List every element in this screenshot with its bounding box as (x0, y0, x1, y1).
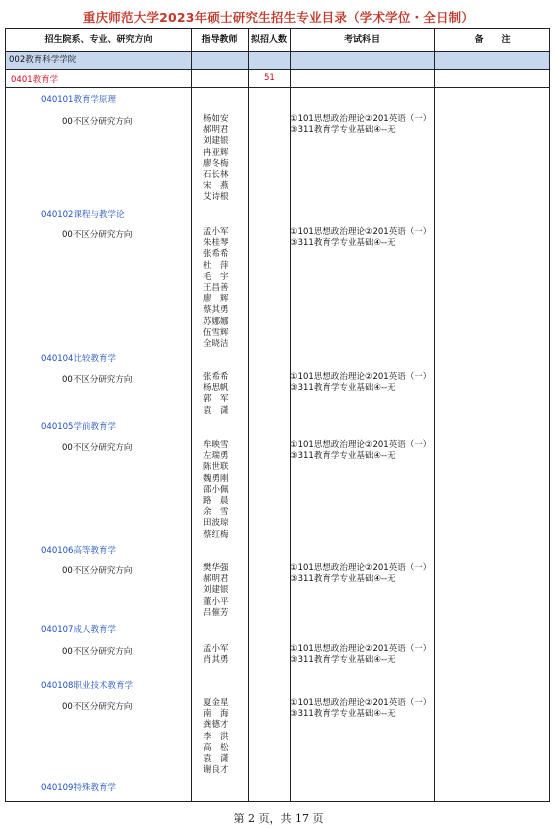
advisor-list (203, 644, 253, 666)
advisor-name: 艾诗根 (203, 192, 229, 203)
advisor-list (203, 372, 253, 417)
advisor-name: 肖其勇 (203, 655, 229, 666)
exam-subjects: ①101思想政治理论②201英语（一）③311教育学专业基础④--无 (290, 440, 427, 462)
exam-subjects: ①101思想政治理论②201英语（一）③311教育学专业基础④--无 (290, 227, 427, 249)
advisor-name: 石长林 (203, 170, 229, 181)
column-divider (191, 29, 192, 801)
school-name: 002教育科学学院 (9, 55, 77, 65)
header-advisor: 指导教师 (201, 35, 238, 45)
research-direction: 00不区分研究方向 (62, 230, 133, 240)
page-title: 重庆师范大学2023年硕士研究生招生专业目录（学术学位・全日制） (82, 10, 475, 25)
exam-subjects: ①101思想政治理论②201英语（一）③311教育学专业基础④--无 (290, 372, 427, 394)
row-divider (6, 87, 549, 88)
advisor-name: 郝明君 (203, 574, 229, 585)
advisor-name: 牟映雪 (203, 440, 229, 450)
subject-name: 040102课程与教学论 (41, 210, 125, 220)
advisor-name: 左瑞勇 (203, 451, 229, 462)
exam-subjects: ①101思想政治理论②201英语（一）③311教育学专业基础④--无 (290, 698, 427, 720)
advisor-list (203, 563, 253, 619)
advisor-name: 孟小军 (203, 227, 229, 237)
research-direction: 00不区分研究方向 (62, 566, 133, 576)
research-direction: 00不区分研究方向 (62, 702, 133, 712)
advisor-name: 廖 辉 (203, 294, 229, 305)
advisor-name: 袁 潇 (203, 405, 229, 416)
advisor-name: 蔡红梅 (203, 529, 229, 540)
advisor-name: 李 洪 (203, 731, 229, 742)
advisor-name: 刘建银 (203, 136, 229, 147)
major-quota: 51 (264, 73, 275, 83)
page-number: 第 2 页，共 17 页 (233, 812, 324, 825)
advisor-name: 董小平 (203, 596, 229, 607)
subject-name: 040107成人教育学 (41, 625, 116, 635)
header-college: 招生院系、专业、研究方向 (44, 35, 153, 45)
advisor-name: 张希希 (203, 372, 229, 382)
subject-name: 040109特殊教育学 (41, 783, 116, 793)
advisor-name: 杜 萍 (203, 260, 229, 271)
advisor-name: 邵小佩 (203, 484, 229, 495)
research-direction: 00不区分研究方向 (62, 375, 133, 385)
advisor-name: 郭 军 (203, 394, 229, 405)
advisor-name: 毛 宇 (203, 271, 229, 282)
advisor-name: 高 松 (203, 742, 229, 753)
advisor-list (203, 227, 253, 350)
advisor-name: 宋 燕 (203, 181, 229, 192)
catalog-table (5, 28, 550, 802)
advisor-name: 余 雪 (203, 507, 229, 518)
advisor-name: 苏娜娜 (203, 316, 229, 327)
column-divider (290, 29, 291, 801)
advisor-name: 杨思帆 (203, 383, 229, 394)
advisor-name: 张希希 (203, 249, 229, 260)
advisor-name: 王昌善 (203, 283, 229, 294)
advisor-name: 田波琼 (203, 518, 229, 529)
advisor-name: 樊华强 (203, 563, 229, 573)
advisor-name: 袁 潇 (203, 754, 229, 765)
research-direction: 00不区分研究方向 (62, 117, 133, 127)
advisor-name: 路 晨 (203, 496, 229, 507)
advisor-name: 谢良才 (203, 765, 229, 776)
header-quota: 拟招人数 (250, 35, 287, 45)
advisor-name: 刘建银 (203, 585, 229, 596)
advisor-name: 全晓洁 (203, 339, 229, 350)
advisor-name: 廖冬梅 (203, 158, 229, 169)
header-exam: 考试科目 (343, 35, 380, 45)
header-remark: 备 注 (474, 35, 511, 45)
advisor-name: 吕催芳 (203, 607, 229, 618)
subject-name: 040104比较教育学 (41, 354, 116, 364)
advisor-name: 朱桂琴 (203, 238, 229, 249)
advisor-name: 孟小军 (203, 644, 229, 654)
advisor-list (203, 440, 253, 541)
exam-subjects: ①101思想政治理论②201英语（一）③311教育学专业基础④--无 (290, 644, 427, 666)
advisor-name: 伍雪辉 (203, 327, 229, 338)
advisor-name: 郝明君 (203, 125, 229, 136)
subject-name: 040106高等教育学 (41, 546, 116, 556)
advisor-name: 夏金星 (203, 698, 229, 708)
subject-name: 040105学前教育学 (41, 422, 116, 432)
exam-subjects: ①101思想政治理论②201英语（一）③311教育学专业基础④--无 (290, 563, 427, 585)
subject-name: 040108职业技术教育学 (41, 681, 133, 691)
advisor-name: 陈世联 (203, 462, 229, 473)
column-divider (434, 29, 435, 801)
table-header (6, 29, 549, 52)
major-name: 0401教育学 (11, 75, 59, 85)
advisor-list (203, 114, 253, 204)
school-row (6, 52, 549, 70)
advisor-name: 蔡其勇 (203, 305, 229, 316)
advisor-name: 南 海 (203, 709, 229, 720)
advisor-name: 杨如安 (203, 114, 229, 124)
advisor-list (203, 698, 253, 776)
research-direction: 00不区分研究方向 (62, 443, 133, 453)
subject-name: 040101教育学原理 (41, 95, 116, 105)
advisor-name: 龚德才 (203, 720, 229, 731)
advisor-name: 魏勇刚 (203, 473, 229, 484)
advisor-name: 冉亚辉 (203, 147, 229, 158)
research-direction: 00不区分研究方向 (62, 647, 133, 657)
exam-subjects: ①101思想政治理论②201英语（一）③311教育学专业基础④--无 (290, 114, 427, 136)
